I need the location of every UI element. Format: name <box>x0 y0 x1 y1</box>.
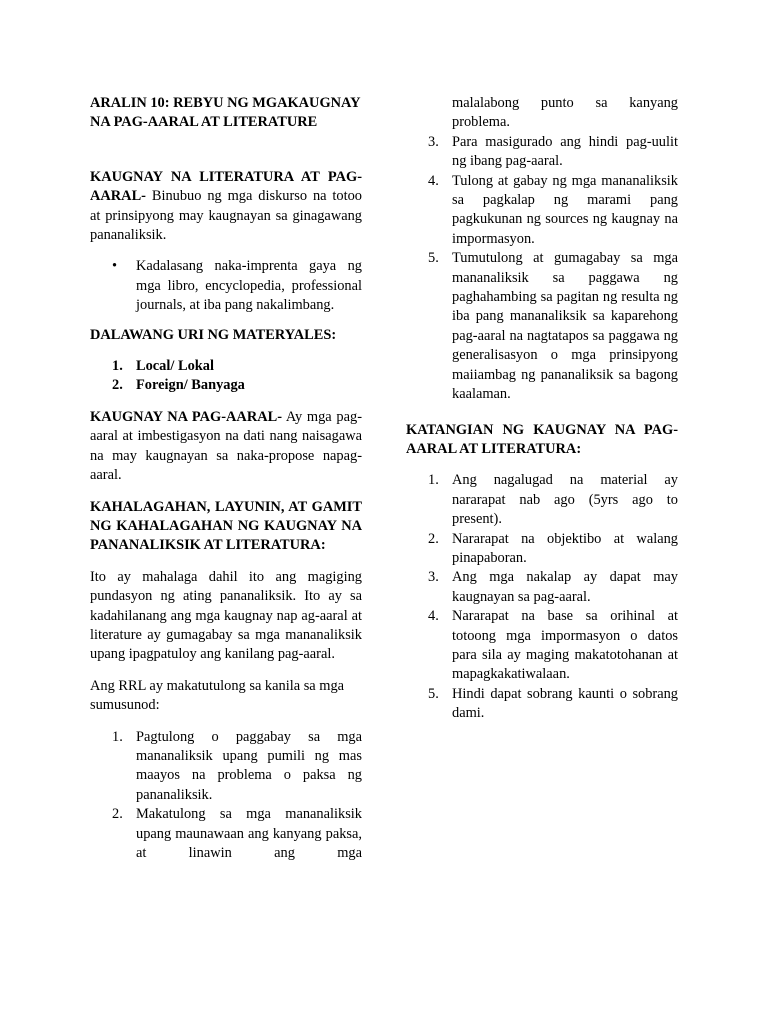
materyales-list <box>90 357 362 396</box>
list-item: 5. Hindi dapat sobrang kaunti o sobrang dami. <box>428 685 678 722</box>
section-heading: KATANGIAN NG KAUGNAY NA PAG-AARAL AT LITERATURA: <box>406 421 678 457</box>
list-item-continuation: malalabong punto sa kanyang problema. <box>452 95 678 131</box>
list-item: 2. Foreign/ Banyaga <box>112 377 245 394</box>
list-item: 4. Nararapat na base sa orihinal at totoong mga impormasyon o datos para sila ay maging makatotohanan at mapagkakatiwalaan. <box>428 608 678 683</box>
paragraph: Ito ay mahalaga dahil ito ang magiging pundasyon ng ating pananaliksik. Ito ay sa kadahilanang ang mga kaugnay nap ag-aaral at literature ay gumagabay sa mga mananaliksik upang ipagpatuloy ang kanilang pag-aaral. <box>90 568 362 663</box>
list-item: 3. Ang mga nakalap ay dapat may kaugnayan sa pag-aaral. <box>428 569 678 605</box>
section-heading: DALAWANG URI NG MATERYALES: <box>90 326 337 343</box>
list-item: 3. Para masigurado ang hindi pag-uulit ng ibang pag-aaral. <box>428 133 678 170</box>
list-item: 1. Pagtulong o paggabay sa mga mananaliksik upang pumili ng mas maayos na problema o paksa ng pananaliksik. <box>112 728 362 803</box>
list-item: 1. Local/ Lokal <box>112 358 214 375</box>
list-item: 2. Makatulong sa mga mananaliksik upang maunawaan ang kanyang paksa, at linawin ang mga <box>112 806 362 861</box>
section-heading: KAUGNAY NA LITERATURA AT PAG-AARAL- <box>90 168 362 205</box>
katangian-list <box>406 471 678 723</box>
list-item: 5. Tumutulong at gumagabay sa mga mananaliksik sa paggawa ng paghahambing sa pagitan ng resulta ng iba pang mananaliksik sa kaparehong pag-aaral na nagtatapos sa paggawa ng generalisasyon o mga prinsipyong maiiambag ng pananaliksik sa bagong kaalaman. <box>428 250 678 403</box>
list-item: 2. Nararapat na objektibo at walang pinapaboran. <box>428 530 678 566</box>
paragraph: Ang RRL ay makatutulong sa kanila sa mga sumusunod: <box>90 677 345 714</box>
document-title: ARALIN 10: REBYU NG MGAKAUGNAY NA PAG-AARAL AT LITERATURE <box>90 95 360 131</box>
list-item: • Kadalasang naka-imprenta gaya ng mga libro, encyclopedia, professional journals, at iba pang nakalimbang. <box>90 257 362 315</box>
section-kaugnay-na-pag-aaral <box>90 408 362 486</box>
section-kaugnay-na-literatura <box>90 168 362 246</box>
section-heading: KAHALAGAHAN, LAYUNIN, AT GAMIT NG KAHALAGAHAN NG KAUGNAY NA PANANALIKSIK AT LITERATURA: <box>90 498 362 554</box>
section-text: Ay mga pag-aaral at imbestigasyon na dati nang naisagawa na may kaugnayan sa naka-propose napag-aaral. <box>90 408 362 484</box>
right-column <box>406 94 678 736</box>
section-heading: KAUGNAY NA PAG-AARAL- <box>90 408 282 425</box>
rrl-list <box>90 728 362 864</box>
rrl-list-continued <box>406 133 678 405</box>
section-text: Binubuo ng mga diskurso na totoo at prinsipyong may kaugnayan sa ginagawang pananaliksik. <box>90 188 362 244</box>
bullet-list <box>90 257 362 315</box>
list-item: 1. Ang nagalugad na material ay nararapat nab ago (5yrs ago to present). <box>428 472 678 528</box>
left-column <box>90 94 362 875</box>
list-item: 4. Tulong at gabay ng mga mananaliksik sa pagkalap ng marami pang pagkukunan ng sources ng kaugnay na impormasyon. <box>428 172 678 247</box>
